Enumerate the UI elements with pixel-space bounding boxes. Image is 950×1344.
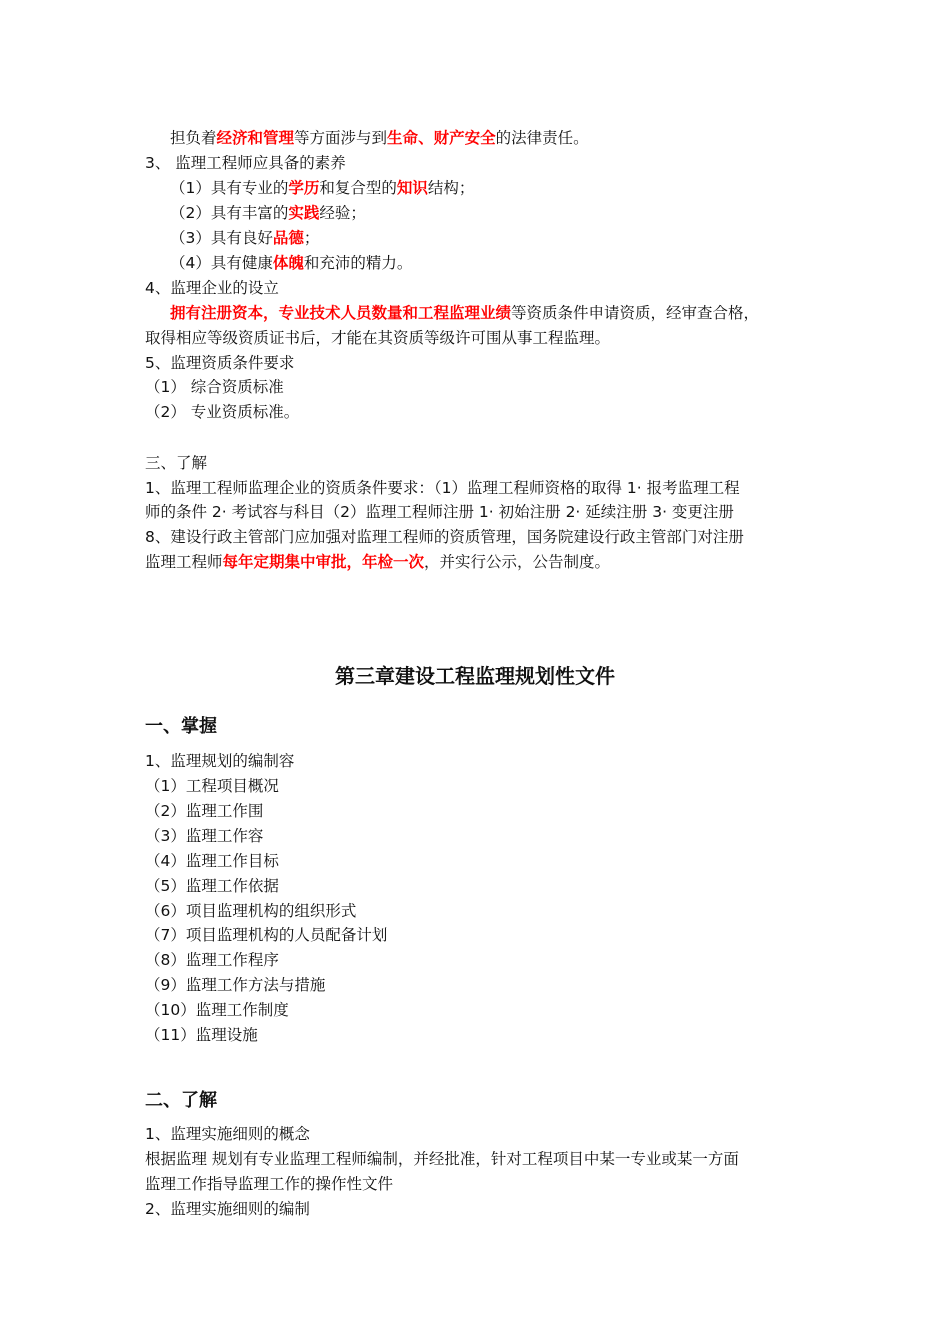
list-item: （6）项目监理机构的组织形式 (145, 902, 357, 920)
detail2-title: 2、监理实施细则的编制 (145, 1200, 310, 1218)
quality-item-1: （1）具有专业的学历和复合型的知识结构； (170, 179, 475, 197)
list-item: （4）监理工作目标 (145, 852, 279, 870)
quality-item-4: （4）具有健康体魄和充沛的精力。 (170, 254, 413, 272)
item4-paragraph-line2: 取得相应等级资质证书后，才能在其资质等级许可围从事工程监理。 (145, 329, 611, 347)
item5-sub2: （2） 专业资质标准。 (145, 403, 300, 421)
section3-heading: 三、了解 (145, 454, 208, 472)
list-item: （2）监理工作围 (145, 802, 264, 820)
item5-title: 5、监理资质条件要求 (145, 354, 295, 372)
quality-item-2: （2）具有丰富的实践经验； (170, 204, 366, 222)
master-heading: 一、掌握 (145, 716, 217, 737)
item4-title: 4、监理企业的设立 (145, 279, 279, 297)
paragraph-legal-responsibility: 担负着经济和管理等方面涉与到生命、财产安全的法律责任。 (170, 129, 589, 147)
detail-line1: 根据监理 规划有专业监理工程师编制，并经批准，针对工程项目中某一专业或某一方面 (145, 1150, 739, 1168)
understand-heading: 二、了解 (145, 1090, 217, 1111)
section3-line4: 监理工程师每年定期集中审批，年检一次，并实行公示，公告制度。 (145, 553, 611, 571)
section3-line2: 师的条件 2· 考试容与科目（2）监理工程师注册 1· 初始注册 2· 延续注册 3· 变更注册 (145, 503, 734, 521)
list-item: （3）监理工作容 (145, 827, 264, 845)
list-item: （10）监理工作制度 (145, 1001, 289, 1019)
section3-line1: 1、监理工程师监理企业的资质条件要求：（1）监理工程师资格的取得 1· 报考监理工程 (145, 479, 740, 497)
list-item: （5）监理工作依据 (145, 877, 279, 895)
list-item: （1）工程项目概况 (145, 777, 279, 795)
section3-line3: 8、建设行政主管部门应加强对监理工程师的资质管理，国务院建设行政主管部门对注册 (145, 528, 744, 546)
item5-sub1: （1） 综合资质标准 (145, 378, 284, 396)
detail-line2: 监理工作指导监理工作的操作性文件 (145, 1175, 394, 1193)
list-item: （9）监理工作方法与措施 (145, 976, 326, 994)
item3-title: 3、 监理工程师应具备的素养 (145, 154, 346, 172)
item4-paragraph-line1: 拥有注册资本，专业技术人员数量和工程监理业绩等资质条件申请资质，经审查合格， (170, 304, 760, 322)
chapter-title: 第三章建设工程监理规划性文件 (335, 664, 615, 688)
list-item: （8）监理工作程序 (145, 951, 279, 969)
plan-title: 1、监理规划的编制容 (145, 752, 295, 770)
quality-item-3: （3）具有良好品德； (170, 229, 320, 247)
detail-title: 1、监理实施细则的概念 (145, 1125, 310, 1143)
list-item: （7）项目监理机构的人员配备计划 (145, 926, 388, 944)
list-item: （11）监理设施 (145, 1026, 258, 1044)
